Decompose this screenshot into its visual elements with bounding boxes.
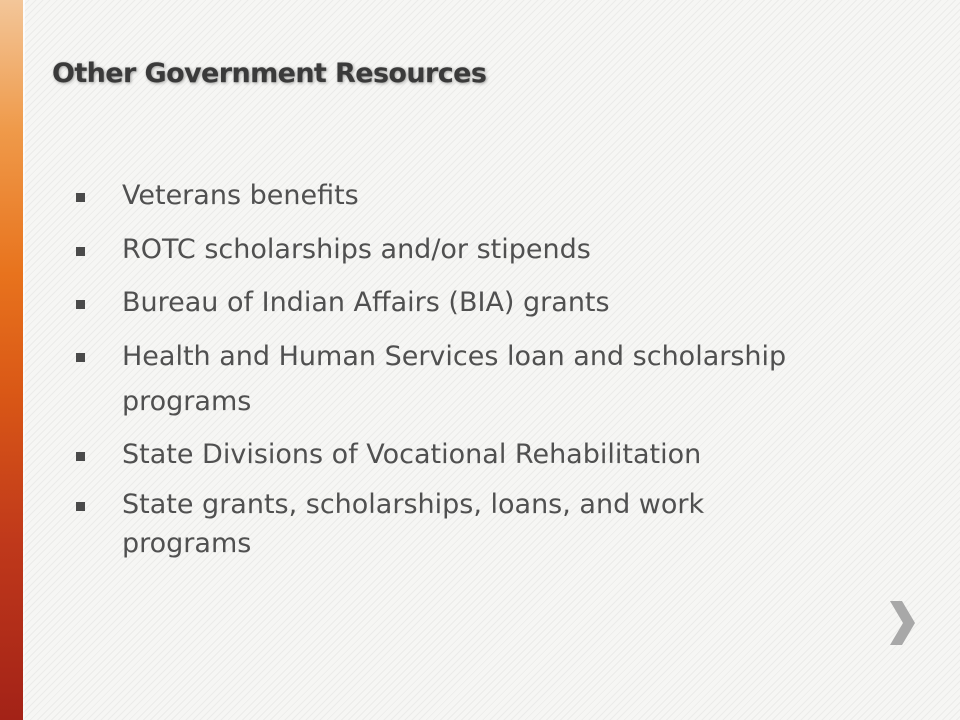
square-bullet-icon [76,452,85,461]
slide-title: Other Government Resources [52,58,487,89]
chevron-right-icon[interactable] [882,598,922,648]
bullet-line: programs [122,386,252,417]
square-bullet-icon [76,300,85,309]
square-bullet-icon [76,193,85,202]
chevron-shape [890,601,915,645]
bullet-line: Veterans benefits [122,180,359,211]
bullet-line: Bureau of Indian Affairs (BIA) grants [122,287,610,318]
bullet-text [122,334,862,424]
bullet-line: programs [122,528,252,559]
bullet-line: State Divisions of Vocational Rehabilitation [122,439,702,470]
bullet-text [122,485,862,563]
square-bullet-icon [76,353,85,362]
bullet-line: State grants, scholarships, loans, and work [122,489,705,520]
accent-bar [0,0,23,720]
bullet-text [122,287,862,318]
square-bullet-icon [76,502,85,511]
bullet-text [122,180,862,211]
bullet-text [122,439,862,470]
bullet-line: Health and Human Services loan and scholarship [122,341,787,372]
square-bullet-icon [76,247,85,256]
bullet-text [122,234,862,265]
bullet-line: ROTC scholarships and/or stipends [122,234,591,265]
